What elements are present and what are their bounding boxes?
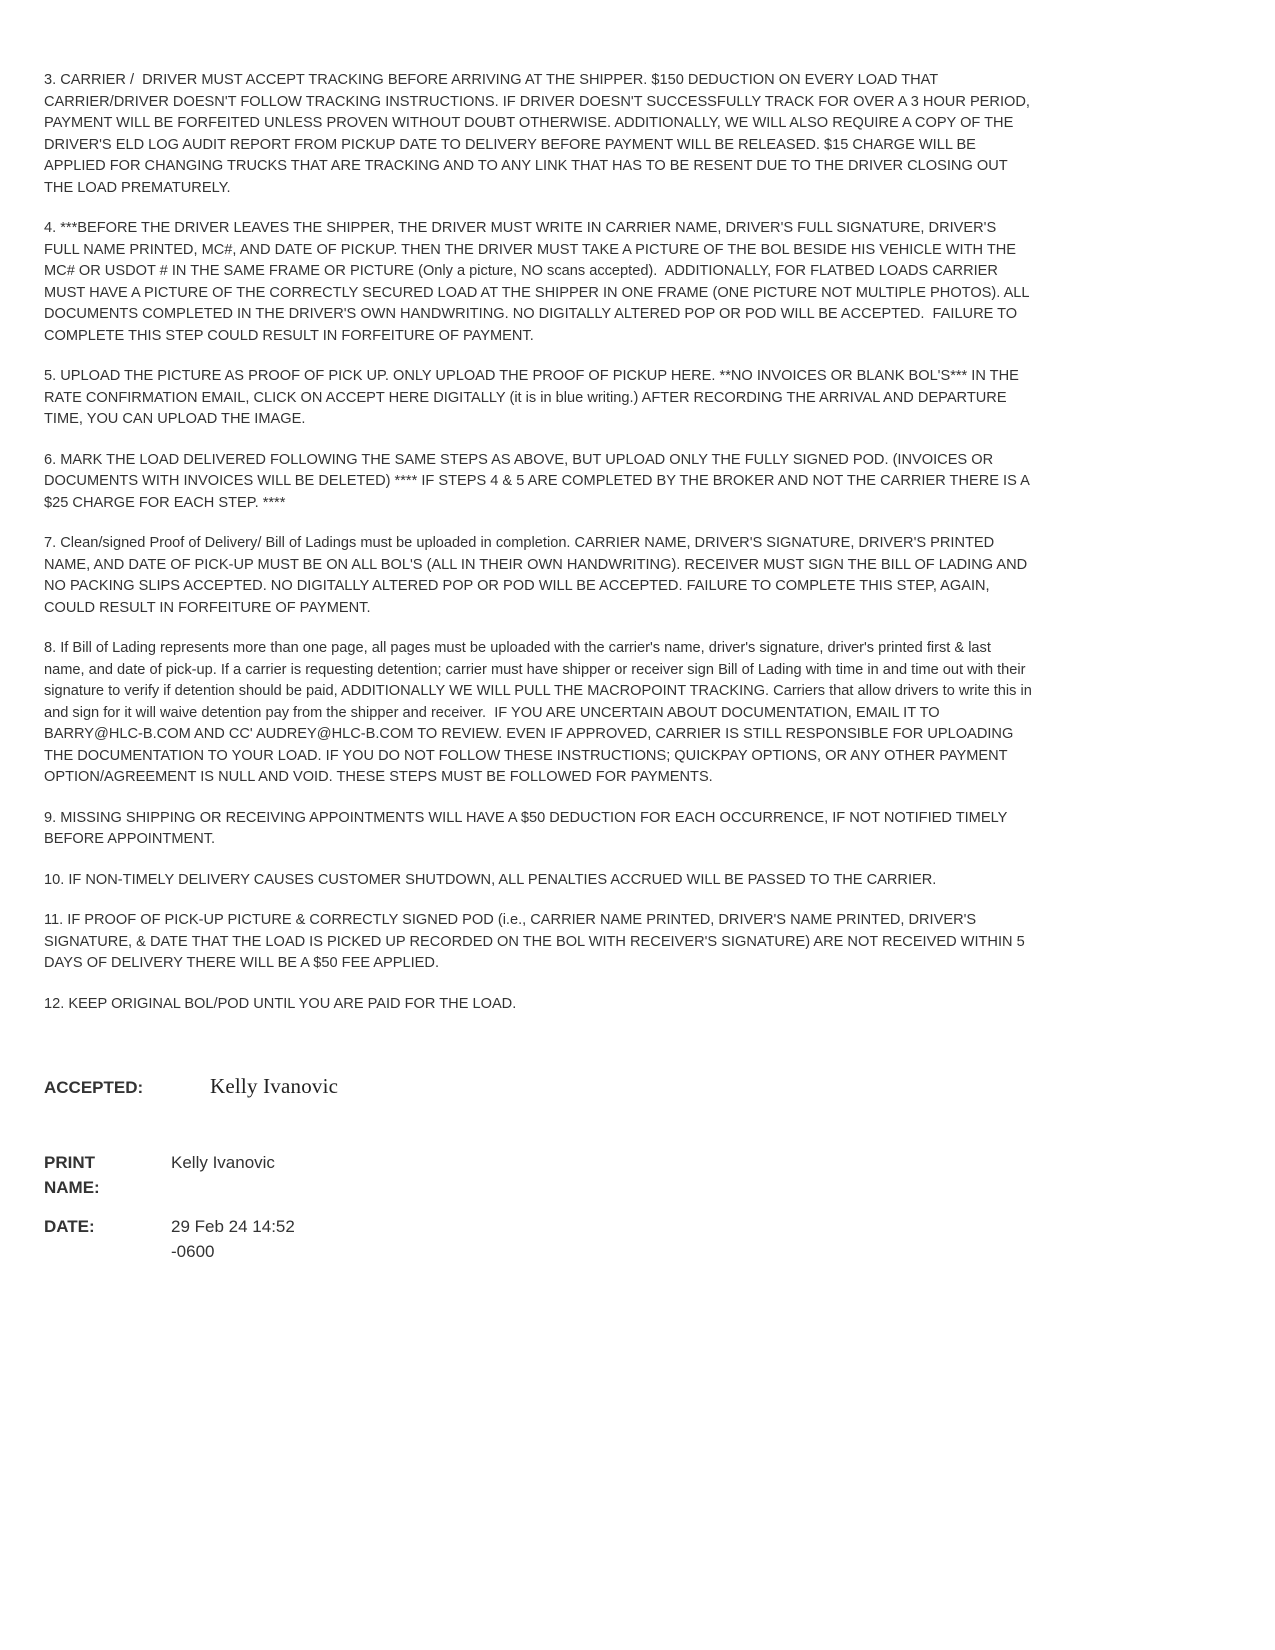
term-11: 11. IF PROOF OF PICK-UP PICTURE & CORRECTLY SIGNED POD (i.e., CARRIER NAME PRINTED, DRIVER'S NAME PRINTED, DRIVER'S SIGNATURE, & DATE THAT THE LOAD IS PICKED UP RECORDED ON THE BOL WITH RECEIVER'S SIGNATURE) ARE NOT RECEIVED WITHIN 5 DAYS OF DELIVERY THERE WILL BE A $50 FEE APPLIED. bbox=[44, 912, 1029, 971]
print-name-row bbox=[44, 1150, 644, 1202]
print-name-value: Kelly Ivanovic bbox=[171, 1153, 275, 1172]
term-12: 12. KEEP ORIGINAL BOL/POD UNTIL YOU ARE PAID FOR THE LOAD. bbox=[44, 995, 517, 1012]
signature-block bbox=[44, 1074, 644, 1261]
accepted-row bbox=[44, 1074, 644, 1114]
term-9: 9. MISSING SHIPPING OR RECEIVING APPOINTMENTS WILL HAVE A $50 DEDUCTION FOR EACH OCCURRENCE, IF NOT NOTIFIED TIMELY BEFORE APPOINTMENT. bbox=[44, 809, 1012, 847]
term-5: 5. UPLOAD THE PICTURE AS PROOF OF PICK UP. ONLY UPLOAD THE PROOF OF PICKUP HERE. **NO INVOICES OR BLANK BOL'S*** IN THE RATE CONFIRMATION EMAIL, CLICK ON ACCEPT HERE DIGITALLY (it is in blue writing.) AFTER RECORDING THE ARRIVAL AND DEPARTURE TIME, YOU CAN UPLOAD THE IMAGE. bbox=[44, 368, 1023, 427]
term-10: 10. IF NON-TIMELY DELIVERY CAUSES CUSTOMER SHUTDOWN, ALL PENALTIES ACCRUED WILL BE PASSED TO THE CARRIER. bbox=[44, 871, 937, 888]
print-name-label: PRINT NAME: bbox=[44, 1153, 100, 1197]
date-value: 29 Feb 24 14:52 -0600 bbox=[171, 1217, 295, 1261]
accepted-label: ACCEPTED: bbox=[44, 1078, 144, 1097]
term-3: 3. CARRIER / DRIVER MUST ACCEPT TRACKING BEFORE ARRIVING AT THE SHIPPER. $150 DEDUCTION ON EVERY LOAD THAT CARRIER/DRIVER DOESN'T FOLLOW TRACKING INSTRUCTIONS. IF DRIVER DOESN'T SUCCESSFULLY TRACK FOR OVER A 3 HOUR PERIOD, PAYMENT WILL BE FORFEITED UNLESS PROVEN WITHOUT DOUBT OTHERWISE. ADDITIONALLY, WE WILL ALSO REQUIRE A COPY OF THE DRIVER'S ELD LOG AUDIT REPORT FROM PICKUP DATE TO DELIVERY BEFORE PAYMENT WILL BE RELEASED. $15 CHARGE WILL BE APPLIED FOR CHANGING TRUCKS THAT ARE TRACKING AND TO ANY LINK THAT HAS TO BE RESENT DUE TO THE DRIVER CLOSING OUT THE LOAD PREMATURELY. bbox=[44, 72, 1035, 196]
term-4: 4. ***BEFORE THE DRIVER LEAVES THE SHIPPER, THE DRIVER MUST WRITE IN CARRIER NAME, DRIVER'S FULL SIGNATURE, DRIVER'S FULL NAME PRINTED, MC#, AND DATE OF PICKUP. THEN THE DRIVER MUST TAKE A PICTURE OF THE BOL BESIDE HIS VEHICLE WITH THE MC# OR USDOT # IN THE SAME FRAME OR PICTURE (Only a picture, NO scans accepted). ADDITIONALLY, FOR FLATBED LOADS CARRIER MUST HAVE A PICTURE OF THE CORRECTLY SECURED LOAD AT THE SHIPPER IN ONE FRAME (ONE PICTURE NOT MULTIPLE PHOTOS). ALL DOCUMENTS COMPLETED IN THE DRIVER'S OWN HANDWRITING. NO DIGITALLY ALTERED POP OR POD WILL BE ACCEPTED. FAILURE TO COMPLETE THIS STEP COULD RESULT IN FORFEITURE OF PAYMENT. bbox=[44, 220, 1034, 344]
signature: Kelly Ivanovic bbox=[210, 1074, 339, 1098]
date-label: DATE: bbox=[44, 1217, 95, 1236]
date-row bbox=[44, 1214, 644, 1266]
term-6: 6. MARK THE LOAD DELIVERED FOLLOWING THE SAME STEPS AS ABOVE, BUT UPLOAD ONLY THE FULLY SIGNED POD. (INVOICES OR DOCUMENTS WITH INVOICES WILL BE DELETED) **** IF STEPS 4 & 5 ARE COMPLETED BY THE BROKER AND NOT THE CARRIER THERE IS A $25 CHARGE FOR EACH STEP. **** bbox=[44, 451, 1034, 511]
terms-list bbox=[44, 70, 1034, 1034]
term-8: 8. If Bill of Lading represents more than one page, all pages must be uploaded with the carrier's name, driver's signature, driver's printed first & last name, and date of pick-up. If a carrier is requesting detention; carrier must have shipper or receiver sign Bill of Lading with time in and time out with their signature to verify if detention should be paid, ADDITIONALLY WE WILL PULL THE MACROPOINT TRACKING. Carriers that allow drivers to write this in and sign for it will waive detention pay from the shipper and receiver. IF YOU ARE UNCERTAIN ABOUT DOCUMENTATION, EMAIL IT TO BARRY@HLC-B.COM AND CC' AUDREY@HLC-B.COM TO REVIEW. EVEN IF APPROVED, CARRIER IS STILL RESPONSIBLE FOR UPLOADING THE DOCUMENTATION TO YOUR LOAD. IF YOU DO NOT FOLLOW THESE INSTRUCTIONS; QUICKPAY OPTIONS, OR ANY OTHER PAYMENT OPTION/AGREEMENT IS NULL AND VOID. THESE STEPS MUST BE FOLLOWED FOR PAYMENTS. bbox=[44, 640, 1036, 785]
term-7: 7. Clean/signed Proof of Delivery/ Bill of Ladings must be uploaded in completion. CARRIER NAME, DRIVER'S SIGNATURE, DRIVER'S PRINTED NAME, AND DATE OF PICK-UP MUST BE ON ALL BOL'S (ALL IN THEIR OWN HANDWRITING). RECEIVER MUST SIGN THE BILL OF LADING AND NO PACKING SLIPS ACCEPTED. NO DIGITALLY ALTERED POP OR POD WILL BE ACCEPTED. FAILURE TO COMPLETE THIS STEP, AGAIN, COULD RESULT IN FORFEITURE OF PAYMENT. bbox=[44, 535, 1032, 616]
